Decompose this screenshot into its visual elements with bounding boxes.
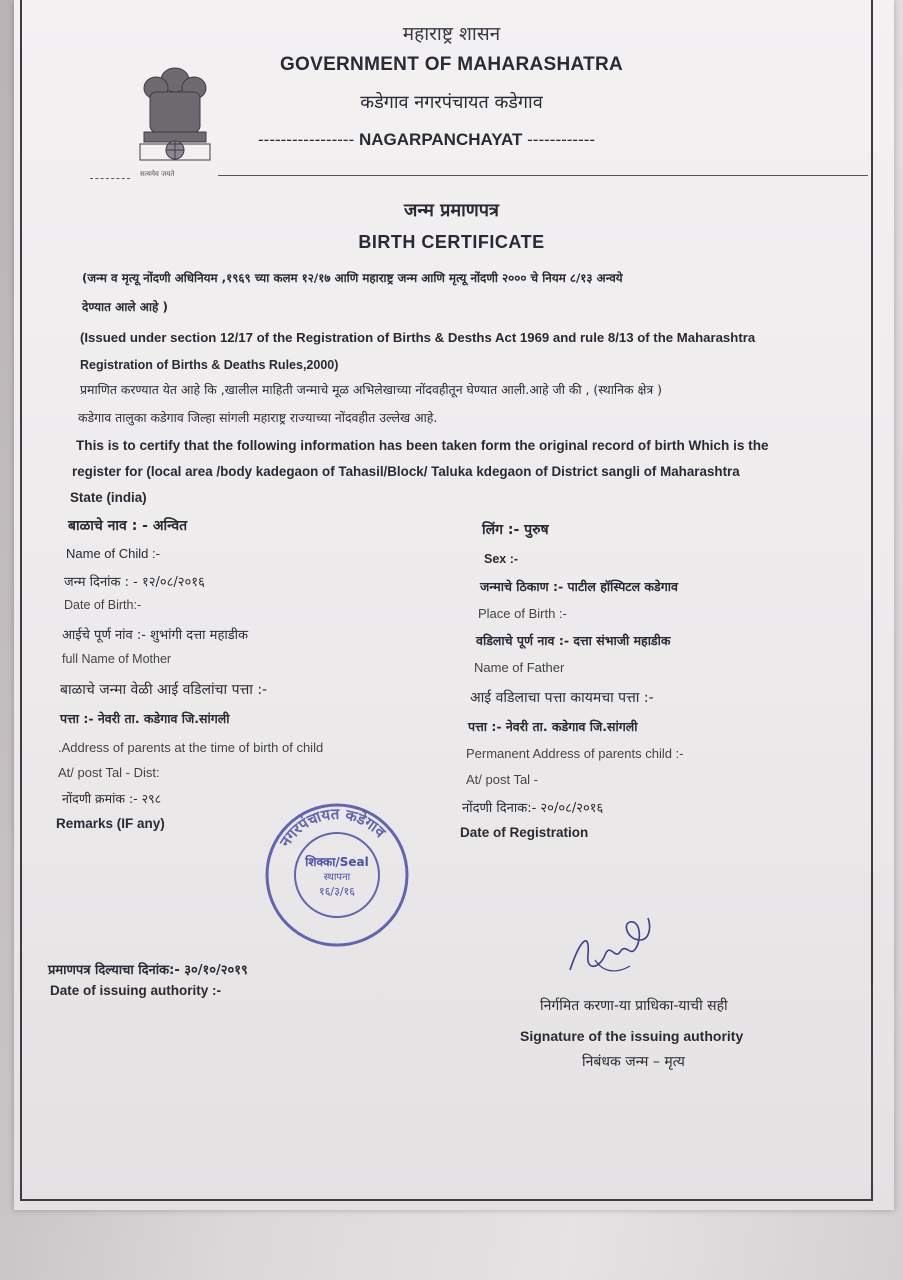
state-government-mr: महाराष्ट्र शासन <box>402 23 501 45</box>
emblem-motto: सत्यमेव जयते <box>140 170 175 178</box>
signatory-mr: निर्गमित करणा-या प्राधिका-याची सही <box>540 998 728 1014</box>
father-name-en: Name of Father <box>474 660 565 675</box>
ashoka-emblem-icon <box>132 58 218 178</box>
local-body-en: ----------------- NAGARPANCHAYAT ------------ <box>258 130 596 149</box>
svg-text:नगरपंचायत कडेगाव: नगरपंचायत कडेगाव <box>276 804 390 851</box>
act-mr-line1: (जन्म व मृत्यू नोंदणी अधिनियम ,१९६९ च्या कलम १२/१७ आणि महाराष्ट्र जन्म आणि मृत्यू नोंदणी २००० चे नियम ८/१३ अन्वये <box>82 271 623 285</box>
sex-en: Sex :- <box>484 552 519 566</box>
header-divider <box>218 175 868 176</box>
place-of-birth-en: Place of Birth :- <box>478 606 567 621</box>
issue-date-en: Date of issuing authority :- <box>50 983 222 998</box>
svg-text:शिक्का/Seal: शिक्का/Seal <box>305 855 369 869</box>
child-name-en: Name of Child :- <box>66 546 160 561</box>
permanent-address-en: Permanent Address of parents child :- <box>466 746 684 761</box>
dob-mr: जन्म दिनांक : - १२/०८/२०१६ <box>64 575 205 590</box>
birth-address-en: .Address of parents at the time of birth of child <box>58 740 324 755</box>
permanent-address-label-mr: आई वडिलाचा पत्ता कायमचा पत्ता :- <box>470 690 654 706</box>
sex-mr: लिंग :- पुरुष <box>482 522 549 538</box>
father-name-mr: वडिलाचे पूर्ण नाव :- दत्ता संभाजी महाडीक <box>476 633 671 648</box>
title-en: BIRTH CERTIFICATE <box>358 232 545 252</box>
header-divider-left <box>90 178 130 179</box>
svg-text:स्थापना: स्थापना <box>323 872 351 883</box>
certify-mr-line2: कडेगाव तालुका कडेगाव जिल्हा सांगली महाराष्ट्र राज्याच्या नोंदवहीत उल्लेख आहे. <box>78 410 438 425</box>
certify-en-line3: State (india) <box>70 490 147 505</box>
mother-name-mr: आईचे पूर्ण नांव :- शुभांगी दत्ता महाडीक <box>62 628 249 643</box>
registration-date-en: Date of Registration <box>460 825 589 840</box>
svg-text:१६/३/१६: १६/३/१६ <box>318 885 356 898</box>
registration-number-mr: नोंदणी क्रमांक :- २९८ <box>62 791 162 806</box>
certificate-border <box>20 0 873 1201</box>
local-body-mr: कडेगाव नगरपंचायत कडेगाव <box>360 92 543 113</box>
place-of-birth-mr: जन्माचे ठिकाण :- पाटील हॉस्पिटल कडेगाव <box>480 579 678 594</box>
certify-en-line1: This is to certify that the following information has been taken form the original record of birth Which is the <box>76 438 769 453</box>
handwritten-signature <box>560 900 660 990</box>
permanent-atpost-en: At/ post Tal - <box>466 772 539 787</box>
birth-address-label-mr: बाळाचे जन्मा वेळी आई वडिलांचा पत्ता :- <box>60 682 268 698</box>
act-en-line2: Registration of Births & Deaths Rules,2000) <box>80 358 339 372</box>
government-title: GOVERNMENT OF MAHARASHATRA <box>279 54 624 75</box>
registrar-mr: निबंधक जन्म – मृत्य <box>582 1054 685 1070</box>
certify-mr-line1: प्रमाणित करण्यात येत आहे कि ,खालील माहिती जन्माचे मूळ अभिलेखाच्या नोंदवहीतून घेण्यात आली.आहे जी की , (स्थानिक क्षेत्र ) <box>80 382 662 397</box>
signatory-en: Signature of the issuing authority <box>520 1028 744 1044</box>
remarks-en: Remarks (IF any) <box>56 816 165 831</box>
issue-date-mr: प्रमाणपत्र दिल्याचा दिनांक:- ३०/१०/२०१९ <box>48 963 248 978</box>
registration-date-mr: नोंदणी दिनाक:- २०/०८/२०१६ <box>462 801 604 816</box>
dob-en: Date of Birth:- <box>64 598 142 612</box>
birth-atpost-en: At/ post Tal - Dist: <box>58 765 160 780</box>
mother-name-en: full Name of Mother <box>62 652 172 666</box>
birth-address-value-mr: पत्ता :- नेवरी ता. कडेगाव जि.सांगली <box>60 711 230 726</box>
title-mr: जन्म प्रमाणपत्र <box>404 200 499 221</box>
permanent-address-value-mr: पत्ता :- नेवरी ता. कडेगाव जि.सांगली <box>468 719 638 734</box>
act-mr-line2: देण्यात आले आहे ) <box>82 300 169 314</box>
act-en-line1: (Issued under section 12/17 of the Registration of Births & Desths Act 1969 and rule 8/13 of the Maharashtra <box>80 330 756 345</box>
child-name-mr: बाळाचे नाव : - अन्वित <box>68 518 188 534</box>
official-seal-stamp <box>262 800 412 950</box>
certify-en-line2: register for (local area /body kadegaon of Tahasil/Block/ Taluka kdegaon of District sangli of Maharashtra <box>72 464 740 479</box>
